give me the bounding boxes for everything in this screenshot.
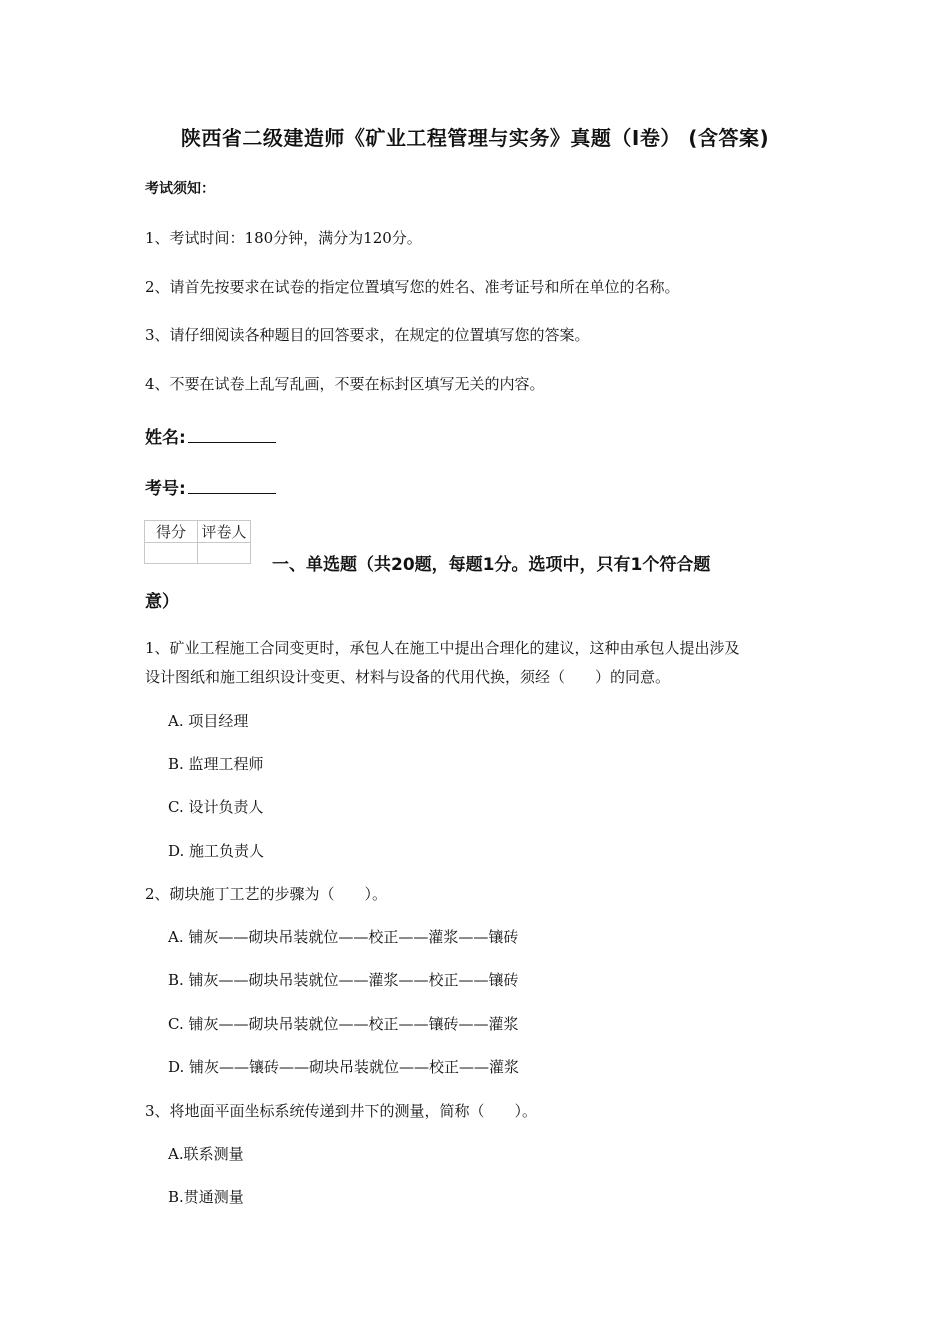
section-heading-cont: 意） bbox=[145, 592, 179, 612]
question-text: 1、矿业工程施工合同变更时，承包人在施工中提出合理化的建议，这种由承包人提出涉及 bbox=[145, 639, 740, 657]
page-title: 陕西省二级建造师《矿业工程管理与实务》真题（I卷） (含答案) bbox=[180, 126, 770, 150]
question-text: 3、将地面平面坐标系统传递到井下的测量，简称（ ）。 bbox=[145, 1102, 538, 1120]
answer-option: A. 铺灰——砌块吊装就位——校正——灌浆——镶砖 bbox=[168, 928, 519, 946]
answer-option: B. 铺灰——砌块吊装就位——灌浆——校正——镶砖 bbox=[168, 971, 519, 989]
question-text: 2、砌块施丁工艺的步骤为（ ）。 bbox=[145, 885, 388, 903]
grader-header: 评卷人 bbox=[198, 521, 251, 543]
grader-cell[interactable] bbox=[198, 543, 251, 564]
answer-option: B. 监理工程师 bbox=[168, 755, 264, 773]
score-table bbox=[144, 520, 251, 564]
answer-option: C. 铺灰——砌块吊装就位——校正——镶砖——灌浆 bbox=[168, 1015, 519, 1033]
name-blank[interactable] bbox=[188, 426, 276, 443]
exam-id-label: 考号: bbox=[145, 479, 186, 499]
question-text: 设计图纸和施工组织设计变更、材料与设备的代用代换，须经（ ）的同意。 bbox=[145, 668, 671, 686]
section-heading: 一、单选题（共20题，每题1分。选项中，只有1个符合题 bbox=[272, 555, 711, 575]
name-field[interactable] bbox=[145, 423, 276, 448]
notice-item: 1、考试时间：180分钟，满分为120分。 bbox=[145, 229, 422, 247]
score-cell[interactable] bbox=[145, 543, 198, 564]
name-label: 姓名: bbox=[145, 428, 186, 448]
answer-option: A. 项目经理 bbox=[168, 712, 249, 730]
exam-id-field[interactable] bbox=[145, 474, 276, 499]
notice-item: 2、请首先按要求在试卷的指定位置填写您的姓名、准考证号和所在单位的名称。 bbox=[145, 278, 680, 296]
notice-item: 4、不要在试卷上乱写乱画，不要在标封区填写无关的内容。 bbox=[145, 375, 545, 393]
answer-option: D. 铺灰——镶砖——砌块吊装就位——校正——灌浆 bbox=[168, 1058, 520, 1076]
answer-option: A.联系测量 bbox=[168, 1145, 244, 1163]
answer-option: C. 设计负责人 bbox=[168, 798, 264, 816]
notice-heading: 考试须知： bbox=[145, 181, 215, 197]
answer-option: B.贯通测量 bbox=[168, 1188, 244, 1206]
notice-item: 3、请仔细阅读各种题目的回答要求，在规定的位置填写您的答案。 bbox=[145, 326, 590, 344]
score-header: 得分 bbox=[145, 521, 198, 543]
answer-option: D. 施工负责人 bbox=[168, 842, 265, 860]
exam-id-blank[interactable] bbox=[188, 477, 276, 494]
